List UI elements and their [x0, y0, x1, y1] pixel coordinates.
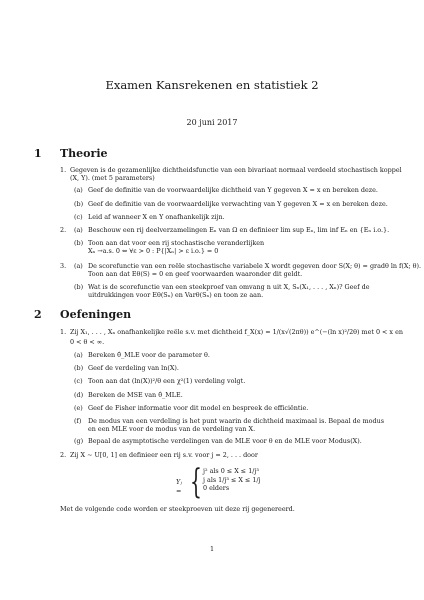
sub-question: (b) Toon aan dat voor een rij stochastische veranderlijken: [74, 239, 265, 247]
item-number: 1.: [60, 166, 67, 174]
item-text-line: Gegeven is de gezamenlijke dichtheidsfunctie van een bivariaat normaal verdeeld stochastisch koppel: [70, 166, 402, 174]
section-heading-oefeningen: 2 Oefeningen: [34, 308, 132, 321]
item-text-line: 0 < θ < ∞.: [70, 338, 105, 346]
piecewise-case: 0 elders: [203, 484, 230, 492]
sub-question: (a) Beschouw een rij deelverzamelingen Eₙ van Ω en definieer lim sup Eₙ, lim inf Eₙ en {Eₙ i.o.}.: [74, 226, 390, 234]
sub-question: (g) Bepaal de asymptotische verdelingen van de MLE voor θ en de MLE voor Modus(X).: [74, 437, 362, 445]
exam-date: 20 juni 2017: [186, 118, 238, 127]
piecewise-case: j als 1/j³ ≤ X ≤ 1/j: [203, 475, 261, 484]
sub-question-cont: uitdrukkingen voor Eθ(Sₙ) en Varθ(Sₙ) en toon ze aan.: [88, 291, 264, 299]
sub-question: (d) Bereken de MSE van θ̂_MLE.: [74, 391, 183, 399]
sub-question: (a) Geef de definitie van de voorwaardelijke dichtheid van Y gegeven X = x en bereken deze.: [74, 186, 378, 194]
closing-text: Met de volgende code worden er steekproeven uit deze rij gegenereerd.: [60, 505, 295, 513]
sub-question: (b) Geef de verdeling van ln(X).: [74, 364, 179, 372]
sub-question-cont: Toon aan dat Eθ(S) = 0 en geef voorwaarden waaronder dit geldt.: [88, 270, 303, 278]
sub-question-cont: en een MLE voor de modus van de verdeling van X.: [88, 425, 256, 433]
sub-question: (e) Geef de Fisher informatie voor dit model en bespreek de efficiëntie.: [74, 404, 309, 412]
sub-question: (a) De scorefunctie van een reële stochastische variabele X wordt gegeven door S(X; θ) = gradθ ln f(X; θ).: [74, 262, 422, 270]
piecewise-case: j² als 0 ≤ X ≤ 1/j³: [203, 467, 259, 475]
sub-question: (b) Wat is de scorefunctie van een steekproef van omvang n uit X, Sₙ(X₁, . . . , Xₙ)? Geef de: [74, 283, 370, 291]
exam-title: Examen Kansrekenen en statistiek 2: [105, 78, 319, 92]
item-text-line: (X, Y). (met 5 parameters): [70, 174, 155, 182]
item-number: 2.: [60, 451, 67, 459]
sub-question-formula: Xₙ →a.s. 0 ⇔ ∀ε > 0 : P{|Xₙ| > ε i.o.} = 0: [88, 247, 219, 255]
item-number: 3.: [60, 262, 67, 270]
piecewise-cases: [203, 467, 261, 493]
sub-question: (a) Bereken θ̂_MLE voor de parameter θ.: [74, 351, 210, 359]
sub-question: (f) De modus van een verdeling is het punt waarin de dichtheid maximaal is. Bepaal de modus: [74, 417, 384, 425]
sub-question: (c) Leid af wanneer X en Y onafhankelijk zijn.: [74, 213, 225, 221]
item-text-line: Zij X₁, . . . , Xₙ onafhankelijke reële s.v. met dichtheid f_X(x) = 1/(x√(2πθ)) e^(−(ln x)²/2θ) met 0 < x en: [70, 328, 403, 336]
sub-question: (c) Toon aan dat (ln(X))²/θ een χ²(1) verdeling volgt.: [74, 377, 246, 385]
piecewise-lhs: Yⱼ =: [176, 478, 182, 495]
page-number: 1: [209, 545, 215, 553]
left-brace: {: [190, 462, 202, 502]
item-text-line: Zij X ∼ U[0, 1] en definieer een rij s.v. voor j = 2, . . . door: [70, 451, 258, 459]
item-number: 1.: [60, 328, 67, 336]
section-heading-theorie: 1 Theorie: [34, 147, 108, 160]
sub-question: (b) Geef de definitie van de voorwaardelijke verwachting van Y gegeven X = x en bereken deze.: [74, 200, 388, 208]
item-number: 2.: [60, 226, 67, 234]
